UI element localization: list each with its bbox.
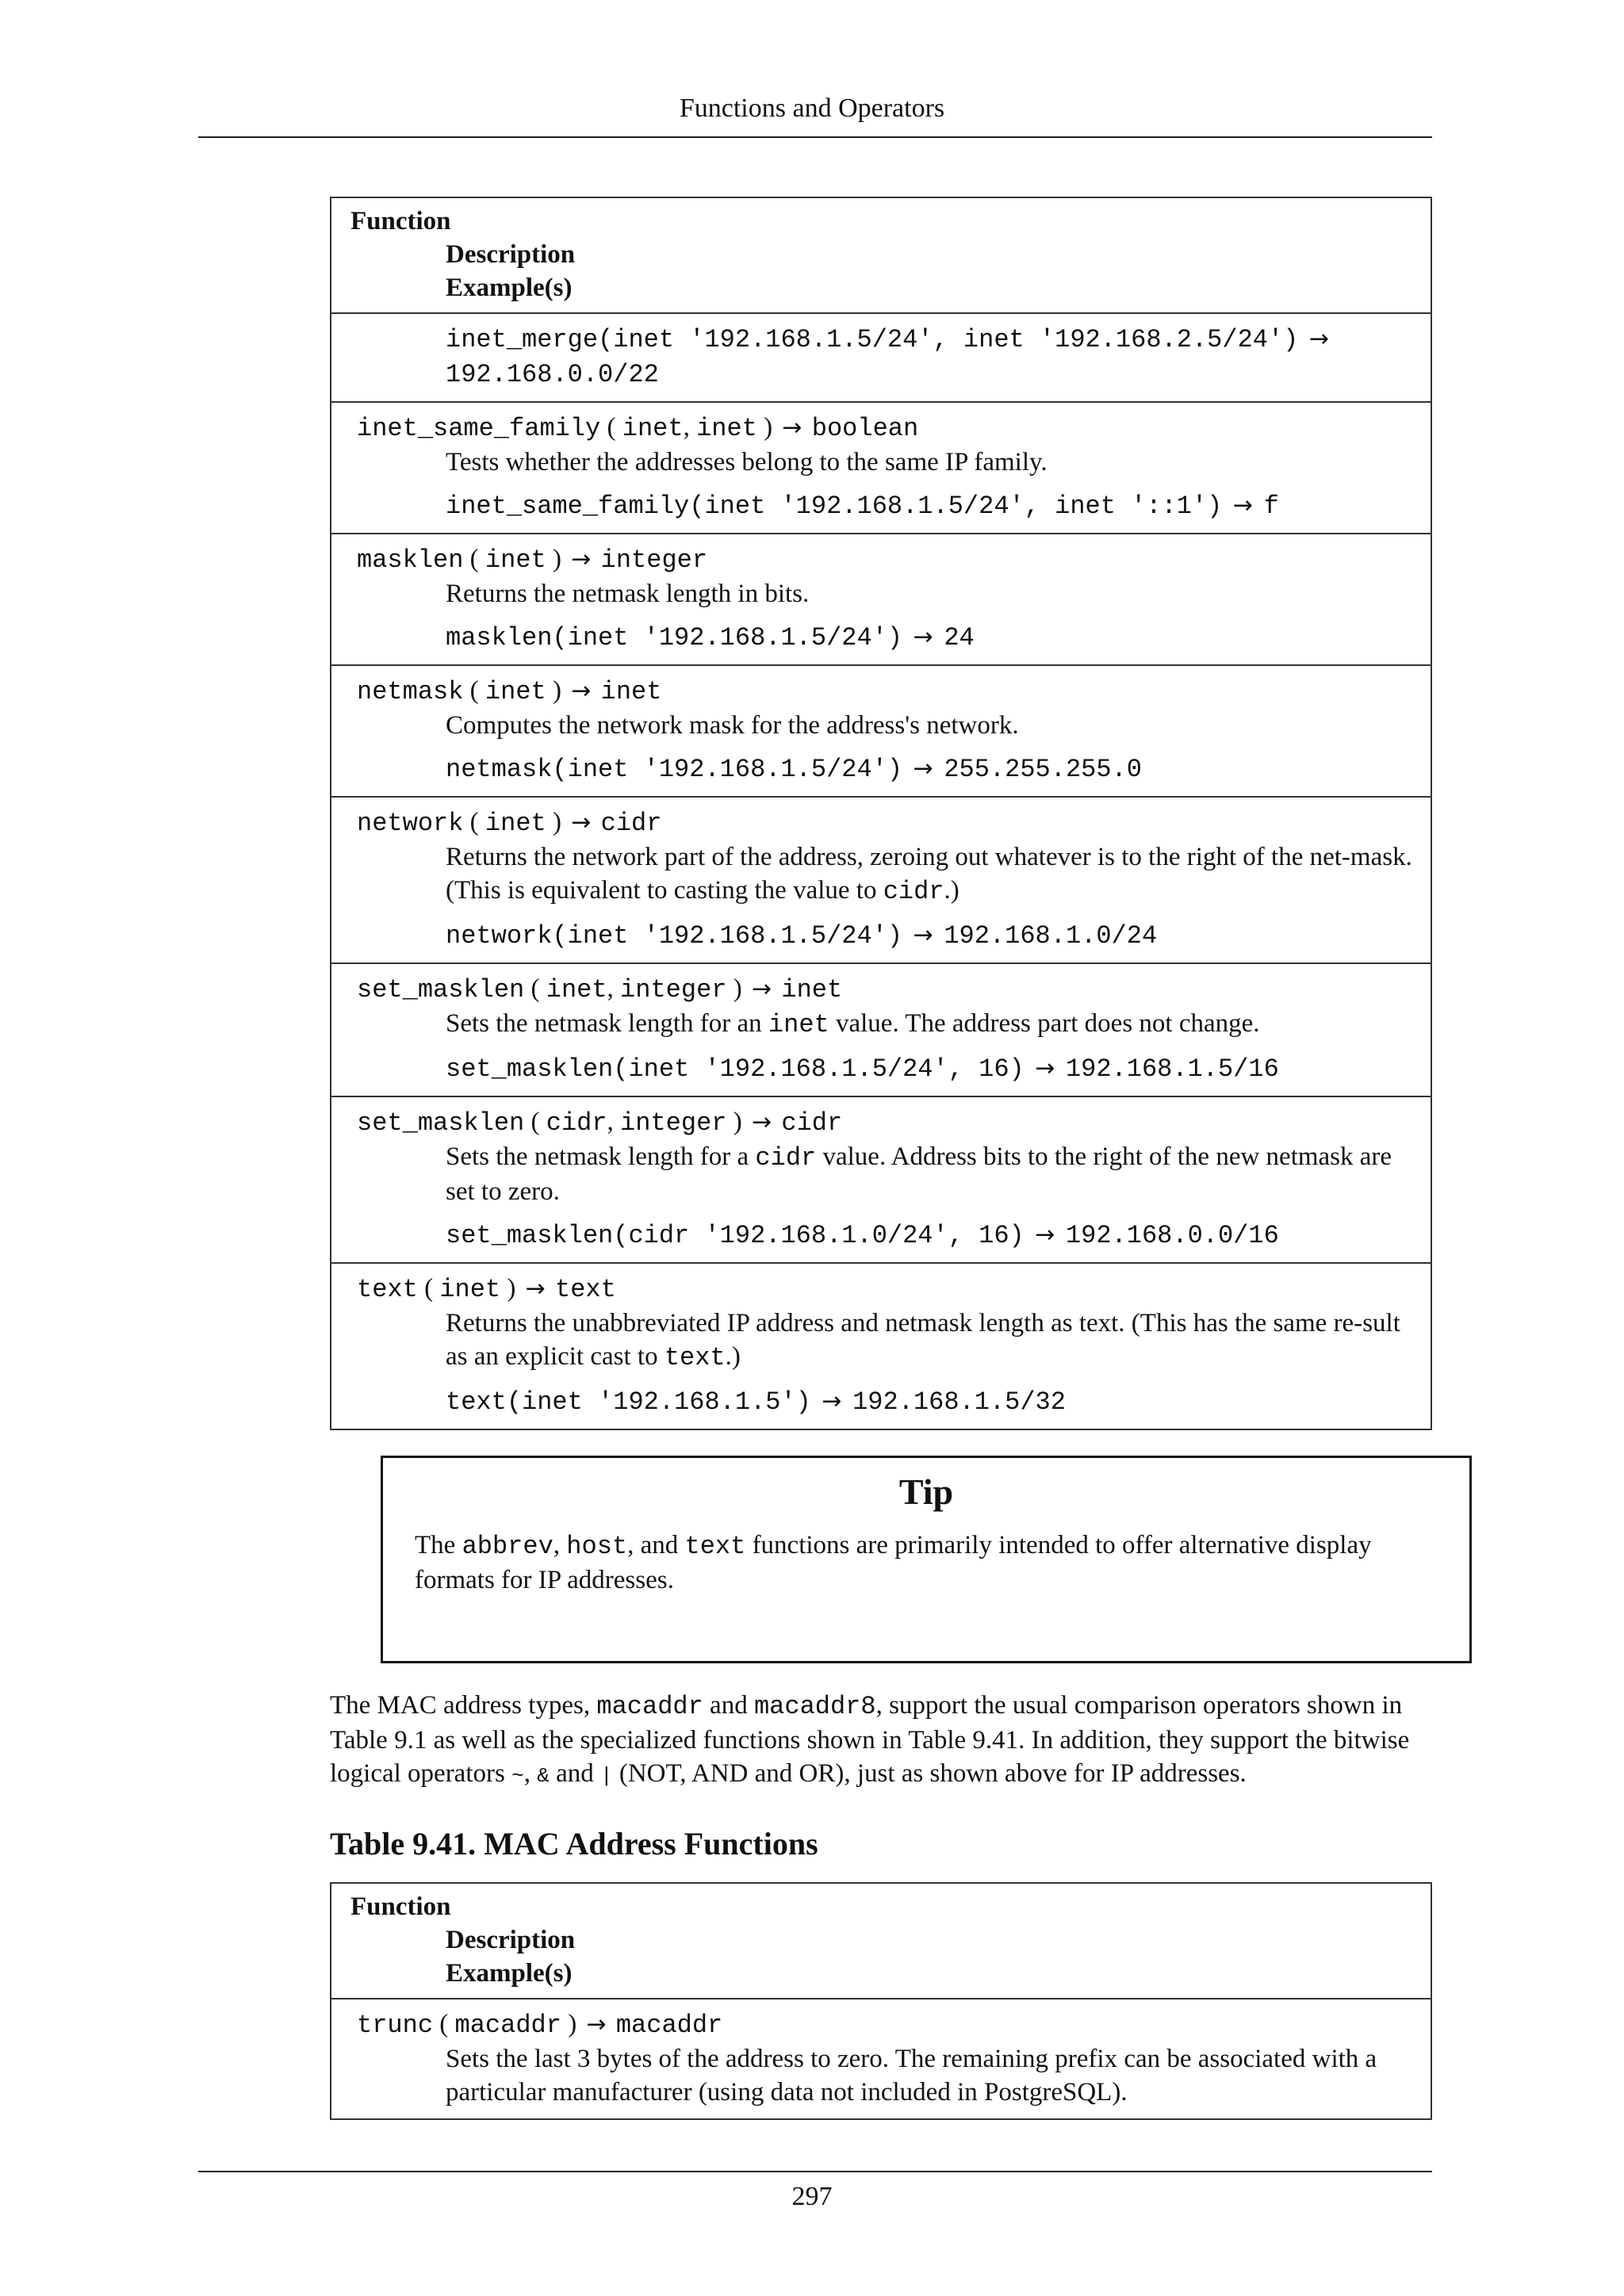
arrow-glyph: → <box>906 755 941 783</box>
function-example <box>357 620 1415 655</box>
code-text: 24 <box>944 623 975 652</box>
text-run: ) <box>756 413 779 442</box>
function-example <box>357 322 1415 392</box>
code-text: netmask <box>357 677 464 706</box>
text-run: ) <box>726 1108 749 1136</box>
function-signature <box>357 972 1415 1007</box>
text-run: (NOT, AND and OR), just as shown above for IP addresses. <box>612 1759 1247 1788</box>
text-run: .) <box>944 876 959 905</box>
table-9-41-title: Table 9.41. MAC Address Functions <box>330 1826 818 1862</box>
code-text: | <box>599 1764 613 1788</box>
arrow-glyph: → <box>571 809 592 836</box>
text-run <box>594 676 600 705</box>
inet-functions-table <box>330 197 1432 1430</box>
code-text: inet <box>485 677 546 706</box>
text-run: ( <box>417 1274 440 1303</box>
arrow-glyph: → <box>1225 492 1261 519</box>
code-text: inet <box>781 975 843 1004</box>
function-signature <box>357 411 1415 446</box>
function-description <box>357 2042 1415 2109</box>
text-run: Sets the netmask length for an <box>446 1009 768 1038</box>
arrow-glyph: → <box>814 1387 850 1415</box>
column-header: Function <box>350 207 451 235</box>
table-header <box>331 198 1431 314</box>
mac-functions-table <box>330 1882 1432 2120</box>
code-text: trunc <box>357 2011 434 2040</box>
text-run: Tests whether the addresses belong to the same IP family. <box>446 448 1048 476</box>
table-row <box>331 666 1431 798</box>
text-run: and <box>549 1759 600 1788</box>
text-run: ) <box>500 1274 523 1303</box>
code-text: 192.168.1.5/16 <box>1065 1054 1279 1084</box>
text-run: The <box>415 1531 462 1559</box>
table-row <box>331 798 1431 964</box>
arrow-glyph: → <box>571 545 592 573</box>
table-row <box>331 1097 1431 1264</box>
function-description <box>357 709 1415 742</box>
function-example <box>357 488 1415 523</box>
mac-address-paragraph <box>330 1689 1432 1793</box>
function-description <box>357 1307 1415 1375</box>
text-run: ( <box>463 808 485 836</box>
function-description <box>357 1140 1415 1208</box>
function-signature <box>357 806 1415 840</box>
code-text: boolean <box>811 414 919 443</box>
tip-box <box>381 1456 1472 1663</box>
function-description <box>357 1007 1415 1042</box>
text-run: , <box>607 974 621 1003</box>
code-text: host <box>566 1532 628 1561</box>
code-text: f <box>1263 492 1279 521</box>
table-row <box>331 314 1431 403</box>
arrow-glyph: → <box>525 1275 546 1303</box>
code-text: set_masklen <box>357 1108 525 1138</box>
code-text: inet <box>768 1010 829 1039</box>
table-row <box>331 1999 1431 2118</box>
code-text: set_masklen(cidr '192.168.1.0/24', 16) <box>446 1221 1025 1250</box>
code-text: masklen(inet '192.168.1.5/24') <box>446 623 903 652</box>
running-header: Functions and Operators <box>679 94 945 123</box>
arrow-glyph: → <box>751 975 772 1003</box>
column-header: Description <box>446 240 576 269</box>
text-run: ) <box>546 545 569 573</box>
arrow-glyph: → <box>1301 325 1330 353</box>
table-row <box>331 534 1431 666</box>
text-run: The MAC address types, <box>330 1691 597 1720</box>
code-text: inet <box>622 414 684 443</box>
code-text: set_masklen(inet '192.168.1.5/24', 16) <box>446 1054 1025 1084</box>
text-run: ( <box>524 974 546 1003</box>
header-rule <box>198 136 1432 138</box>
text-run: Sets the last 3 bytes of the address to zero. The remaining prefix can be associated with a particular manufacturer (using data not included in PostgreSQL). <box>446 2045 1377 2107</box>
text-run: functions are primarily intended to offer alternative display formats for IP addresses. <box>415 1531 1372 1594</box>
code-text: masklen <box>357 545 464 575</box>
code-text: text <box>357 1275 418 1304</box>
code-text: integer <box>620 1108 727 1138</box>
code-text: macaddr <box>454 2011 561 2040</box>
arrow-glyph: → <box>906 921 941 949</box>
function-description <box>357 446 1415 479</box>
code-text: network(inet '192.168.1.5/24') <box>446 921 903 951</box>
text-run: Sets the netmask length for a <box>446 1142 756 1171</box>
code-text: cidr <box>781 1108 843 1138</box>
function-example <box>357 918 1415 953</box>
code-text: 255.255.255.0 <box>944 755 1142 784</box>
code-text: 192.168.0.0/16 <box>1065 1221 1279 1250</box>
column-header: Example(s) <box>446 1959 573 1988</box>
code-text: & <box>537 1764 550 1788</box>
text-run <box>549 1274 555 1303</box>
text-run: value. The address part does not change. <box>829 1009 1260 1038</box>
code-text: inet <box>439 1275 501 1304</box>
function-description <box>357 577 1415 610</box>
text-run: ( <box>600 413 622 442</box>
function-signature <box>357 542 1415 577</box>
arrow-glyph: → <box>906 623 941 651</box>
function-description <box>357 840 1415 909</box>
column-header: Function <box>350 1892 451 1921</box>
code-text: macaddr <box>596 1692 703 1721</box>
code-text: cidr <box>755 1143 817 1173</box>
code-text: ~ <box>511 1764 524 1788</box>
code-text: macaddr8 <box>753 1692 876 1721</box>
text-run: , <box>553 1531 567 1559</box>
code-text: 192.168.0.0/22 <box>446 360 659 389</box>
code-text: inet_same_family(inet '192.168.1.5/24', inet '::1') <box>446 492 1223 521</box>
code-text: integer <box>600 545 708 575</box>
code-text: inet <box>485 545 546 575</box>
text-run: ) <box>546 808 569 836</box>
text-run: , <box>683 413 697 442</box>
code-text: abbrev <box>462 1532 553 1561</box>
text-run: , and <box>627 1531 685 1559</box>
code-text: inet <box>696 414 757 443</box>
table-row <box>331 403 1431 534</box>
code-text: inet_same_family <box>357 414 601 443</box>
text-run: , <box>523 1759 538 1788</box>
page-number: 297 <box>791 2182 833 2211</box>
code-text: cidr <box>546 1108 607 1138</box>
text-run: ( <box>463 676 485 705</box>
text-run: , support the usual comparison operators shown in Table 9.1 as well as the specialized functions shown in Table 9.41. In addition, they support the bitwise logical operators <box>330 1691 1410 1788</box>
code-text: set_masklen <box>357 975 525 1004</box>
code-text: macaddr <box>615 2011 723 2040</box>
arrow-glyph: → <box>782 414 802 442</box>
function-example <box>357 1051 1415 1086</box>
text-run <box>594 545 600 573</box>
text-run: Returns the unabbreviated IP address and netmask length as text. (This has the same re-sult as an explicit cast to <box>446 1309 1400 1371</box>
arrow-glyph: → <box>586 2011 607 2038</box>
code-text: inet <box>546 975 607 1004</box>
table-row <box>331 1264 1431 1429</box>
arrow-glyph: → <box>1027 1221 1063 1249</box>
text-run: Returns the netmask length in bits. <box>446 580 810 608</box>
arrow-glyph: → <box>751 1108 772 1136</box>
text-run: , <box>607 1108 621 1136</box>
tip-body <box>415 1529 1438 1597</box>
code-text: text <box>555 1275 616 1304</box>
function-signature <box>357 2007 1415 2042</box>
table-header <box>331 1884 1431 1999</box>
function-example <box>357 1218 1415 1253</box>
function-signature <box>357 1272 1415 1307</box>
text-run: ( <box>463 545 485 573</box>
column-header: Description <box>446 1926 576 1954</box>
text-run: .) <box>725 1342 741 1371</box>
function-example <box>357 1384 1415 1419</box>
text-run: ) <box>726 974 749 1003</box>
function-signature <box>357 1105 1415 1140</box>
text-run: ) <box>546 676 569 705</box>
tip-title: Tip <box>898 1471 954 1512</box>
code-text: 192.168.1.0/24 <box>944 921 1158 951</box>
code-text: 192.168.1.5/32 <box>852 1387 1066 1417</box>
code-text: network <box>357 809 464 838</box>
text-run: value. Address bits to the right of the new netmask are set to zero. <box>446 1142 1392 1206</box>
code-text: cidr <box>600 809 662 838</box>
function-signature <box>357 674 1415 709</box>
code-text: inet <box>485 809 546 838</box>
text-run: ) <box>561 2010 584 2038</box>
arrow-glyph: → <box>571 677 592 705</box>
code-text: cidr <box>883 877 944 906</box>
code-text: inet_merge(inet '192.168.1.5/24', inet '192.168.2.5/24') <box>446 325 1299 354</box>
code-text: text <box>684 1532 746 1561</box>
text-run <box>610 2010 616 2038</box>
text-run: Returns the network part of the address, zeroing out whatever is to the right of the net-mask. (This is equivalent to casting the value to <box>446 843 1412 905</box>
code-text: text <box>664 1343 726 1372</box>
column-header: Example(s) <box>446 274 573 302</box>
table-row <box>331 964 1431 1097</box>
code-text: integer <box>620 975 727 1004</box>
function-example <box>357 752 1415 786</box>
text-run <box>594 808 600 836</box>
code-text: netmask(inet '192.168.1.5/24') <box>446 755 903 784</box>
text-run: ( <box>524 1108 546 1136</box>
code-text: inet <box>600 677 662 706</box>
text-run: and <box>703 1691 754 1720</box>
footer-rule <box>198 2171 1432 2172</box>
arrow-glyph: → <box>1027 1054 1063 1082</box>
text-run <box>806 413 812 442</box>
code-text: text(inet '192.168.1.5') <box>446 1387 811 1417</box>
text-run: Computes the network mask for the address's network. <box>446 711 1019 740</box>
text-run: ( <box>433 2010 455 2038</box>
